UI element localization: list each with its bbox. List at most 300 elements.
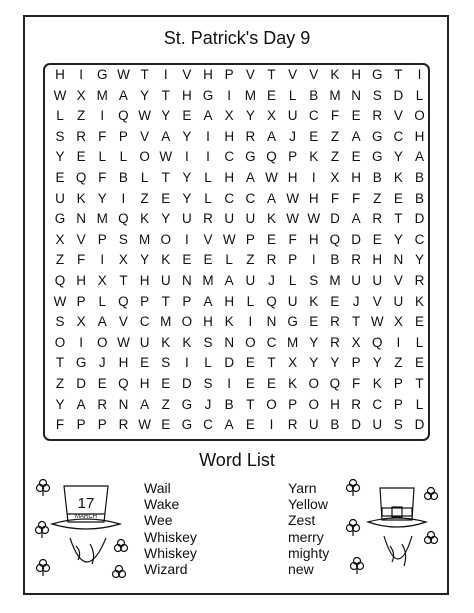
grid-letter[interactable]: K — [415, 293, 425, 309]
grid-letter[interactable]: R — [266, 252, 277, 268]
grid-letter[interactable]: R — [351, 396, 361, 412]
grid-letter[interactable]: L — [415, 87, 424, 103]
grid-letter[interactable]: X — [76, 87, 86, 103]
grid-letter[interactable]: F — [98, 128, 107, 144]
grid-letter[interactable]: P — [224, 67, 234, 82]
grid-letter[interactable]: W — [117, 67, 130, 82]
grid-letter[interactable]: V — [393, 273, 403, 288]
grid-letter[interactable]: Q — [118, 376, 129, 391]
grid-letter[interactable]: E — [351, 108, 361, 124]
grid-letter[interactable]: C — [393, 128, 404, 144]
grid-letter[interactable]: V — [140, 128, 150, 144]
grid-letter[interactable]: Z — [55, 252, 65, 268]
grid-letter[interactable]: D — [351, 417, 361, 433]
grid-letter[interactable]: V — [76, 231, 86, 247]
grid-letter[interactable]: E — [309, 314, 319, 330]
grid-letter[interactable]: A — [266, 190, 276, 206]
grid-letter[interactable]: T — [351, 314, 361, 330]
grid-letter[interactable]: G — [371, 67, 383, 82]
grid-letter[interactable]: O — [266, 396, 277, 412]
grid-letter[interactable]: M — [138, 231, 151, 247]
grid-letter[interactable]: E — [203, 252, 213, 268]
grid-letter[interactable]: L — [415, 396, 424, 412]
grid-letter[interactable]: E — [76, 149, 86, 165]
grid-letter[interactable]: A — [224, 417, 234, 433]
grid-letter[interactable]: P — [351, 355, 361, 371]
grid-letter[interactable]: C — [245, 190, 256, 206]
grid-letter[interactable]: M — [329, 87, 341, 103]
grid-letter[interactable]: H — [414, 128, 425, 144]
grid-letter[interactable]: Y — [97, 190, 107, 206]
grid-letter[interactable]: D — [414, 417, 425, 433]
grid-letter[interactable]: T — [55, 355, 65, 371]
grid-letter[interactable]: I — [227, 376, 232, 391]
grid-letter[interactable]: G — [202, 87, 214, 103]
grid-letter[interactable]: B — [330, 417, 340, 433]
grid-letter[interactable]: G — [54, 211, 66, 227]
grid-letter[interactable]: H — [330, 396, 340, 412]
grid-letter[interactable]: O — [139, 149, 150, 165]
grid-letter[interactable]: C — [266, 334, 277, 350]
grid-letter[interactable]: A — [351, 128, 361, 144]
grid-letter[interactable]: R — [97, 396, 108, 412]
grid-letter[interactable]: O — [414, 108, 425, 124]
grid-letter[interactable]: I — [311, 252, 316, 268]
grid-letter[interactable]: T — [119, 273, 128, 288]
grid-letter[interactable]: Y — [393, 149, 403, 165]
grid-letter[interactable]: I — [185, 355, 189, 371]
grid-letter[interactable]: W — [138, 108, 151, 124]
grid-letter[interactable]: Z — [161, 396, 170, 412]
grid-letter[interactable]: L — [204, 170, 212, 185]
grid-letter[interactable]: E — [415, 314, 425, 330]
grid-letter[interactable]: D — [182, 376, 192, 391]
grid-letter[interactable]: I — [121, 190, 126, 206]
grid-letter[interactable]: A — [161, 128, 171, 144]
grid-letter[interactable]: V — [245, 67, 255, 82]
grid-letter[interactable]: J — [289, 128, 297, 144]
grid-letter[interactable]: P — [182, 293, 192, 309]
grid-letter[interactable]: I — [185, 231, 189, 247]
grid-letter[interactable]: Z — [140, 190, 149, 206]
grid-letter[interactable]: T — [415, 376, 424, 391]
grid-letter[interactable]: J — [352, 293, 360, 309]
grid-letter[interactable]: Y — [140, 87, 150, 103]
grid-letter[interactable]: X — [224, 108, 234, 124]
grid-letter[interactable]: A — [140, 396, 150, 412]
grid-letter[interactable]: W — [370, 314, 384, 330]
grid-letter[interactable]: G — [75, 355, 87, 371]
grid-letter[interactable]: G — [287, 314, 298, 330]
grid-letter[interactable]: U — [182, 211, 192, 227]
grid-letter[interactable]: H — [55, 67, 65, 82]
grid-letter[interactable]: G — [245, 149, 256, 165]
grid-letter[interactable]: D — [414, 211, 425, 227]
grid-letter[interactable]: H — [182, 87, 192, 103]
grid-letter[interactable]: I — [100, 252, 105, 268]
grid-letter[interactable]: R — [372, 108, 383, 124]
grid-letter[interactable]: W — [286, 190, 300, 206]
grid-letter[interactable]: H — [224, 170, 235, 185]
grid-letter[interactable]: D — [224, 355, 235, 371]
grid-letter[interactable]: U — [372, 417, 383, 433]
grid-letter[interactable]: H — [224, 293, 235, 309]
grid-letter[interactable]: O — [54, 334, 66, 350]
grid-letter[interactable]: H — [372, 252, 383, 268]
grid-letter[interactable]: R — [245, 128, 256, 144]
grid-letter[interactable]: A — [97, 314, 107, 330]
grid-letter[interactable]: Y — [161, 108, 171, 124]
grid-letter[interactable]: W — [265, 170, 278, 185]
grid-letter[interactable]: L — [98, 293, 107, 309]
grid-letter[interactable]: W — [222, 231, 236, 247]
grid-letter[interactable]: A — [266, 128, 276, 144]
grid-letter[interactable]: Z — [330, 128, 340, 144]
grid-letter[interactable]: E — [415, 355, 425, 371]
grid-letter[interactable]: T — [267, 67, 276, 82]
grid-letter[interactable]: C — [224, 190, 235, 206]
grid-letter[interactable]: F — [330, 190, 340, 206]
grid-letter[interactable]: W — [53, 293, 67, 309]
grid-letter[interactable]: P — [76, 293, 86, 309]
grid-letter[interactable]: F — [330, 108, 340, 124]
grid-letter[interactable]: T — [161, 87, 170, 103]
grid-letter[interactable]: G — [181, 396, 193, 412]
grid-letter[interactable]: N — [118, 396, 129, 412]
grid-letter[interactable]: I — [100, 108, 105, 124]
grid-letter[interactable]: T — [161, 170, 170, 185]
grid-letter[interactable]: Y — [182, 170, 192, 185]
grid-letter[interactable]: P — [140, 293, 150, 309]
grid-letter[interactable]: M — [244, 87, 256, 103]
grid-letter[interactable]: A — [415, 149, 425, 165]
grid-letter[interactable]: Y — [330, 355, 340, 371]
grid-letter[interactable]: B — [415, 170, 425, 185]
grid-letter[interactable]: O — [181, 314, 193, 330]
grid-letter[interactable]: K — [224, 314, 234, 330]
grid-letter[interactable]: P — [288, 396, 298, 412]
grid-letter[interactable]: K — [182, 334, 192, 350]
grid-letter[interactable]: C — [414, 231, 425, 247]
grid-letter[interactable]: G — [97, 67, 108, 82]
grid-letter[interactable]: I — [417, 67, 422, 82]
grid-letter[interactable]: N — [351, 87, 361, 103]
grid-letter[interactable]: L — [119, 149, 128, 165]
grid-letter[interactable]: L — [56, 108, 64, 124]
grid-letter[interactable]: P — [393, 376, 403, 391]
grid-letter[interactable]: R — [203, 211, 213, 227]
grid-letter[interactable]: K — [161, 334, 171, 350]
grid-letter[interactable]: P — [288, 149, 298, 165]
grid-letter[interactable]: X — [76, 314, 86, 330]
grid-letter[interactable]: H — [139, 273, 150, 288]
grid-letter[interactable]: L — [98, 149, 107, 165]
grid-letter[interactable]: S — [203, 334, 213, 350]
grid-letter[interactable]: X — [55, 231, 65, 247]
grid-letter[interactable]: Y — [415, 252, 425, 268]
grid-letter[interactable]: B — [330, 252, 340, 268]
grid-letter[interactable]: P — [97, 231, 107, 247]
grid-letter[interactable]: Q — [118, 211, 129, 227]
grid-letter[interactable]: L — [225, 252, 233, 268]
grid-letter[interactable]: V — [309, 67, 319, 82]
grid-letter[interactable]: K — [393, 170, 403, 185]
grid-letter[interactable]: W — [138, 417, 151, 433]
grid-letter[interactable]: Z — [55, 376, 65, 391]
grid-letter[interactable]: Q — [266, 293, 277, 309]
grid-letter[interactable]: X — [393, 314, 403, 330]
grid-letter[interactable]: K — [140, 211, 150, 227]
grid-letter[interactable]: G — [181, 417, 193, 433]
grid-letter[interactable]: H — [203, 314, 213, 330]
grid-letter[interactable]: C — [203, 417, 213, 433]
grid-letter[interactable]: Y — [245, 108, 255, 124]
grid-letter[interactable]: O — [160, 231, 171, 247]
grid-letter[interactable]: Y — [182, 128, 192, 144]
grid-letter[interactable]: B — [372, 170, 382, 185]
grid-letter[interactable]: M — [329, 273, 341, 288]
grid-letter[interactable]: C — [372, 396, 383, 412]
grid-letter[interactable]: R — [330, 314, 340, 330]
grid-letter[interactable]: H — [118, 355, 129, 371]
grid-letter[interactable]: U — [160, 273, 171, 288]
grid-letter[interactable]: S — [203, 376, 213, 391]
grid-letter[interactable]: T — [246, 396, 255, 412]
grid-letter[interactable]: E — [161, 376, 171, 391]
grid-letter[interactable]: Y — [182, 190, 192, 206]
grid-letter[interactable]: L — [204, 190, 212, 206]
grid-letter[interactable]: H — [308, 190, 319, 206]
grid-letter[interactable]: N — [224, 334, 235, 350]
grid-letter[interactable]: I — [206, 128, 210, 144]
grid-letter[interactable]: X — [97, 273, 107, 288]
grid-letter[interactable]: L — [140, 170, 149, 185]
grid-letter[interactable]: Z — [77, 108, 86, 124]
grid-letter[interactable]: X — [351, 334, 361, 350]
grid-letter[interactable]: S — [55, 314, 65, 330]
grid-letter[interactable]: K — [372, 376, 382, 391]
grid-letter[interactable]: T — [267, 355, 276, 371]
grid-letter[interactable]: F — [351, 190, 361, 206]
grid-letter[interactable]: X — [266, 108, 276, 124]
grid-letter[interactable]: U — [287, 293, 298, 309]
grid-letter[interactable]: U — [372, 273, 383, 288]
grid-letter[interactable]: L — [246, 293, 255, 309]
grid-letter[interactable]: Q — [371, 334, 383, 350]
grid-letter[interactable]: I — [79, 334, 84, 350]
grid-letter[interactable]: K — [309, 293, 319, 309]
grid-letter[interactable]: I — [79, 67, 84, 82]
grid-letter[interactable]: V — [182, 67, 192, 82]
grid-letter[interactable]: Y — [372, 355, 382, 371]
grid-letter[interactable]: D — [351, 231, 361, 247]
grid-letter[interactable]: R — [76, 128, 87, 144]
grid-letter[interactable]: T — [394, 211, 403, 227]
grid-letter[interactable]: R — [351, 252, 361, 268]
grid-letter[interactable]: L — [204, 355, 212, 371]
grid-letter[interactable]: E — [245, 355, 255, 371]
grid-letter[interactable]: D — [393, 87, 404, 103]
grid-letter[interactable]: T — [394, 67, 403, 82]
grid-letter[interactable]: K — [330, 67, 340, 82]
grid-letter[interactable]: A — [351, 211, 361, 227]
grid-letter[interactable]: S — [55, 128, 65, 144]
grid-letter[interactable]: F — [351, 376, 361, 391]
grid-letter[interactable]: Q — [118, 108, 129, 124]
grid-letter[interactable]: P — [97, 417, 107, 433]
grid-letter[interactable]: H — [351, 67, 361, 82]
grid-letter[interactable]: N — [182, 273, 192, 288]
grid-letter[interactable]: A — [224, 273, 234, 288]
grid-letter[interactable]: H — [308, 231, 319, 247]
grid-letter[interactable]: K — [76, 190, 86, 206]
grid-letter[interactable]: E — [266, 376, 276, 391]
grid-letter[interactable]: E — [309, 128, 319, 144]
grid-letter[interactable]: O — [245, 334, 256, 350]
grid-letter[interactable]: U — [287, 108, 298, 124]
grid-letter[interactable]: L — [415, 334, 424, 350]
grid-letter[interactable]: Z — [246, 252, 255, 268]
grid-letter[interactable]: A — [245, 170, 255, 185]
grid-letter[interactable]: H — [224, 128, 235, 144]
grid-letter[interactable]: F — [98, 170, 107, 185]
grid-letter[interactable]: W — [159, 149, 173, 165]
grid-letter[interactable]: V — [288, 67, 298, 82]
grid-letter[interactable]: P — [118, 128, 128, 144]
grid-letter[interactable]: E — [182, 252, 192, 268]
grid-letter[interactable]: E — [393, 190, 403, 206]
grid-letter[interactable]: G — [371, 149, 383, 165]
grid-letter[interactable]: A — [203, 108, 213, 124]
grid-letter[interactable]: D — [76, 376, 87, 391]
grid-letter[interactable]: I — [227, 87, 232, 103]
grid-letter[interactable]: D — [330, 211, 340, 227]
grid-letter[interactable]: Q — [75, 170, 87, 185]
grid-letter[interactable]: R — [287, 417, 298, 433]
grid-letter[interactable]: N — [76, 211, 87, 227]
grid-letter[interactable]: M — [96, 87, 108, 103]
grid-letter[interactable]: Y — [393, 231, 403, 247]
grid-letter[interactable]: S — [309, 273, 319, 288]
grid-letter[interactable]: Q — [54, 273, 66, 288]
grid-letter[interactable]: E — [161, 417, 171, 433]
grid-letter[interactable]: S — [118, 231, 128, 247]
grid-letter[interactable]: C — [139, 314, 150, 330]
grid-letter[interactable]: U — [245, 273, 256, 288]
grid-letter[interactable]: Y — [55, 396, 65, 412]
grid-letter[interactable]: Z — [394, 355, 403, 371]
grid-letter[interactable]: E — [245, 376, 255, 391]
grid-letter[interactable]: H — [76, 273, 87, 288]
grid-letter[interactable]: Q — [329, 231, 341, 247]
grid-letter[interactable]: I — [206, 149, 210, 165]
grid-letter[interactable]: C — [224, 149, 235, 165]
grid-letter[interactable]: M — [96, 211, 108, 227]
grid-letter[interactable]: V — [118, 314, 128, 330]
grid-letter[interactable]: Y — [309, 334, 319, 350]
grid-letter[interactable]: O — [308, 376, 320, 391]
grid-letter[interactable]: U — [139, 334, 150, 350]
grid-letter[interactable]: N — [266, 314, 277, 330]
grid-letter[interactable]: R — [372, 211, 383, 227]
grid-letter[interactable]: U — [308, 417, 319, 433]
grid-letter[interactable]: R — [118, 417, 129, 433]
grid-letter[interactable]: K — [266, 211, 276, 227]
grid-letter[interactable]: B — [118, 170, 128, 185]
grid-letter[interactable]: A — [76, 396, 86, 412]
grid-letter[interactable]: O — [308, 396, 320, 412]
grid-letter[interactable]: A — [203, 293, 213, 309]
grid-letter[interactable]: Q — [329, 376, 341, 391]
grid-letter[interactable]: L — [288, 87, 297, 103]
grid-letter[interactable]: E — [140, 355, 150, 371]
grid-letter[interactable]: Y — [55, 149, 65, 165]
grid-letter[interactable]: U — [245, 211, 256, 227]
grid-letter[interactable]: M — [287, 334, 299, 350]
grid-letter[interactable]: U — [55, 190, 65, 206]
grid-letter[interactable]: K — [161, 252, 171, 268]
grid-letter[interactable]: B — [415, 190, 425, 206]
grid-letter[interactable]: J — [204, 396, 212, 412]
grid-letter[interactable]: W — [286, 211, 300, 227]
grid-letter[interactable]: C — [308, 108, 319, 124]
grid-letter[interactable]: Y — [140, 252, 150, 268]
grid-letter[interactable]: O — [97, 334, 108, 350]
grid-letter[interactable]: F — [77, 252, 86, 268]
grid-letter[interactable]: T — [161, 293, 170, 309]
grid-letter[interactable]: J — [98, 355, 106, 371]
grid-letter[interactable]: Z — [330, 149, 340, 165]
grid-letter[interactable]: K — [309, 149, 319, 165]
grid-letter[interactable]: E — [161, 190, 171, 206]
grid-letter[interactable]: B — [309, 87, 319, 103]
grid-letter[interactable]: W — [307, 211, 321, 227]
grid-letter[interactable]: E — [372, 231, 382, 247]
grid-letter[interactable]: S — [393, 417, 403, 433]
grid-letter[interactable]: J — [268, 273, 275, 288]
grid-letter[interactable]: F — [288, 231, 297, 247]
grid-letter[interactable]: H — [287, 170, 298, 185]
grid-letter[interactable]: T — [140, 67, 149, 82]
grid-letter[interactable]: H — [351, 170, 361, 185]
grid-letter[interactable]: E — [55, 170, 65, 185]
grid-letter[interactable]: P — [245, 231, 255, 247]
grid-letter[interactable]: P — [288, 252, 298, 268]
grid-letter[interactable]: M — [160, 314, 172, 330]
grid-letter[interactable]: Y — [161, 211, 171, 227]
grid-letter[interactable]: B — [224, 396, 234, 412]
grid-letter[interactable]: H — [139, 376, 150, 391]
grid-letter[interactable]: P — [76, 417, 86, 433]
grid-letter[interactable]: E — [330, 293, 340, 309]
grid-letter[interactable]: I — [311, 170, 316, 185]
grid-letter[interactable]: A — [118, 87, 128, 103]
grid-letter[interactable]: U — [393, 293, 404, 309]
grid-letter[interactable]: V — [372, 293, 382, 309]
grid-letter[interactable]: X — [330, 170, 340, 185]
grid-letter[interactable]: K — [288, 376, 298, 391]
grid-letter[interactable]: X — [288, 355, 298, 371]
grid-letter[interactable]: Z — [373, 190, 382, 206]
grid-letter[interactable]: S — [372, 87, 382, 103]
grid-letter[interactable]: I — [396, 334, 401, 350]
grid-letter[interactable]: G — [371, 128, 383, 144]
grid-letter[interactable]: U — [224, 211, 235, 227]
grid-letter[interactable]: P — [393, 396, 403, 412]
grid-letter[interactable]: I — [248, 314, 253, 330]
grid-letter[interactable]: I — [185, 149, 189, 165]
grid-letter[interactable]: E — [266, 87, 276, 103]
